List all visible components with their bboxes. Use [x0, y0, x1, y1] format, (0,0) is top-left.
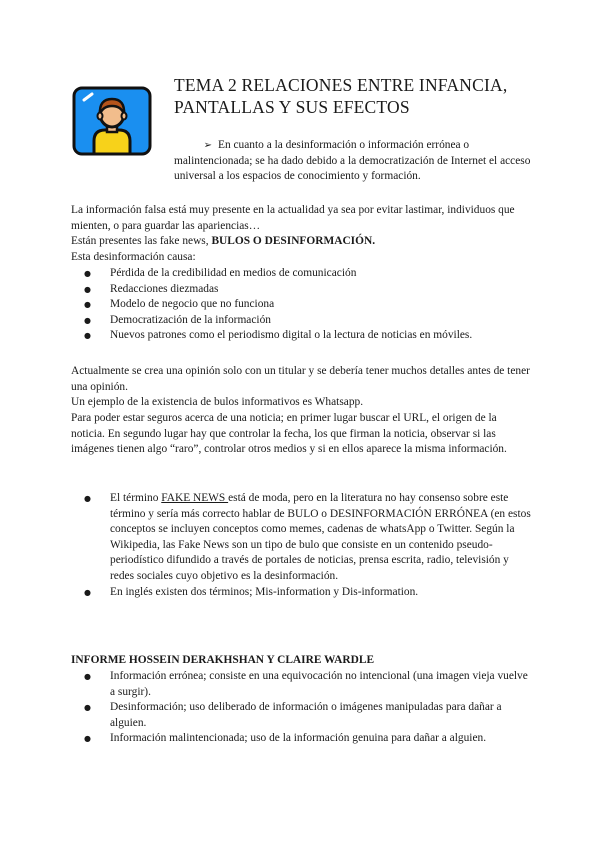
list-item: ● Información errónea; consiste en una equivocación no intencional (una imagen vieja vuelve a surgir).: [71, 669, 531, 700]
list-item-english-terms: ● En inglés existen dos términos; Mis-information y Dis-information.: [71, 585, 531, 601]
report-heading: INFORME HOSSEIN DERAKHSHAN Y CLAIRE WARDLE: [71, 654, 375, 666]
computer-user-icon: [72, 86, 152, 156]
fake-news-term: FAKE NEWS: [161, 492, 229, 504]
title-line-2: PANTALLAS Y SUS EFECTOS: [174, 97, 410, 117]
paragraph-fake-news: [71, 234, 531, 250]
list-item-fake-news: [71, 491, 531, 585]
list-item: ● Modelo de negocio que no funciona: [71, 297, 531, 313]
paragraph-fake-news-text: Están presentes las fake news,: [71, 235, 212, 247]
intro-text: En cuanto a la desinformación o información errónea o malintencionada; se ha dado debido a la democratización de Internet el acceso universal a los espacios de conocimiento y formación.: [174, 139, 531, 183]
title-line-1: TEMA 2 RELACIONES ENTRE INFANCIA,: [174, 75, 508, 95]
fake-news-description: está de moda, pero en la literatura no hay consenso sobre este término y sería más correcto hablar de BULO o DESINFORMACIÓN ERRÓNEA (en estos conceptos se incluyen conceptos como memes, cadenas de whatsApp o Twitter. Según la Wikipedia, las Fake News son un tipo de bulo que consiste en un contenido pseudo-periodístico difundido a través de portales de noticias, prensa escrita, radio, televisión y redes sociales cuyo objetivo es la desinformación.: [110, 492, 531, 582]
list-item: ● Democratización de la información: [71, 313, 531, 329]
bulos-emphasis: BULOS O DESINFORMACIÓN.: [211, 235, 376, 247]
fake-news-list: [71, 491, 531, 600]
list-item: ● Nuevos patrones como el periodismo digital o la lectura de noticias en móviles.: [71, 328, 531, 344]
report-list: [71, 669, 531, 747]
arrow-bullet-icon: ➢: [203, 140, 212, 151]
causes-list: [71, 266, 531, 344]
list-item: ● Redacciones diezmadas: [71, 282, 531, 298]
paragraph-causes-intro: Esta desinformación causa:: [71, 251, 196, 263]
paragraph-false-info: La información falsa está muy presente en la actualidad ya sea por evitar lastimar, individuos que mienten, o para guardar las apariencias…: [71, 204, 515, 232]
paragraph-whatsapp: Un ejemplo de la existencia de bulos informativos es Whatsapp.: [71, 396, 364, 408]
intro-paragraph: [174, 138, 534, 185]
list-item: ● Información malintencionada; uso de la información genuina para dañar a alguien.: [71, 731, 531, 747]
page-title: [174, 74, 574, 118]
paragraph-verification: Para poder estar seguros acerca de una noticia; en primer lugar buscar el URL, el origen de la noticia. En segundo lugar hay que controlar la fecha, los que firman la noticia, observar si las imágenes tienen algo “raro”, controlar otros medios y si en ellos aparece la misma información.: [71, 412, 507, 456]
paragraph-opinion: Actualmente se crea una opinión solo con un titular y se debería tener muchos detalles antes de tener una opinión.: [71, 365, 530, 393]
list-item: ● Pérdida de la credibilidad en medios de comunicación: [71, 266, 531, 282]
list-item: ● Desinformación; uso deliberado de información o imágenes manipuladas para dañar a alguien.: [71, 700, 531, 731]
fake-news-prefix: El término: [110, 492, 162, 504]
